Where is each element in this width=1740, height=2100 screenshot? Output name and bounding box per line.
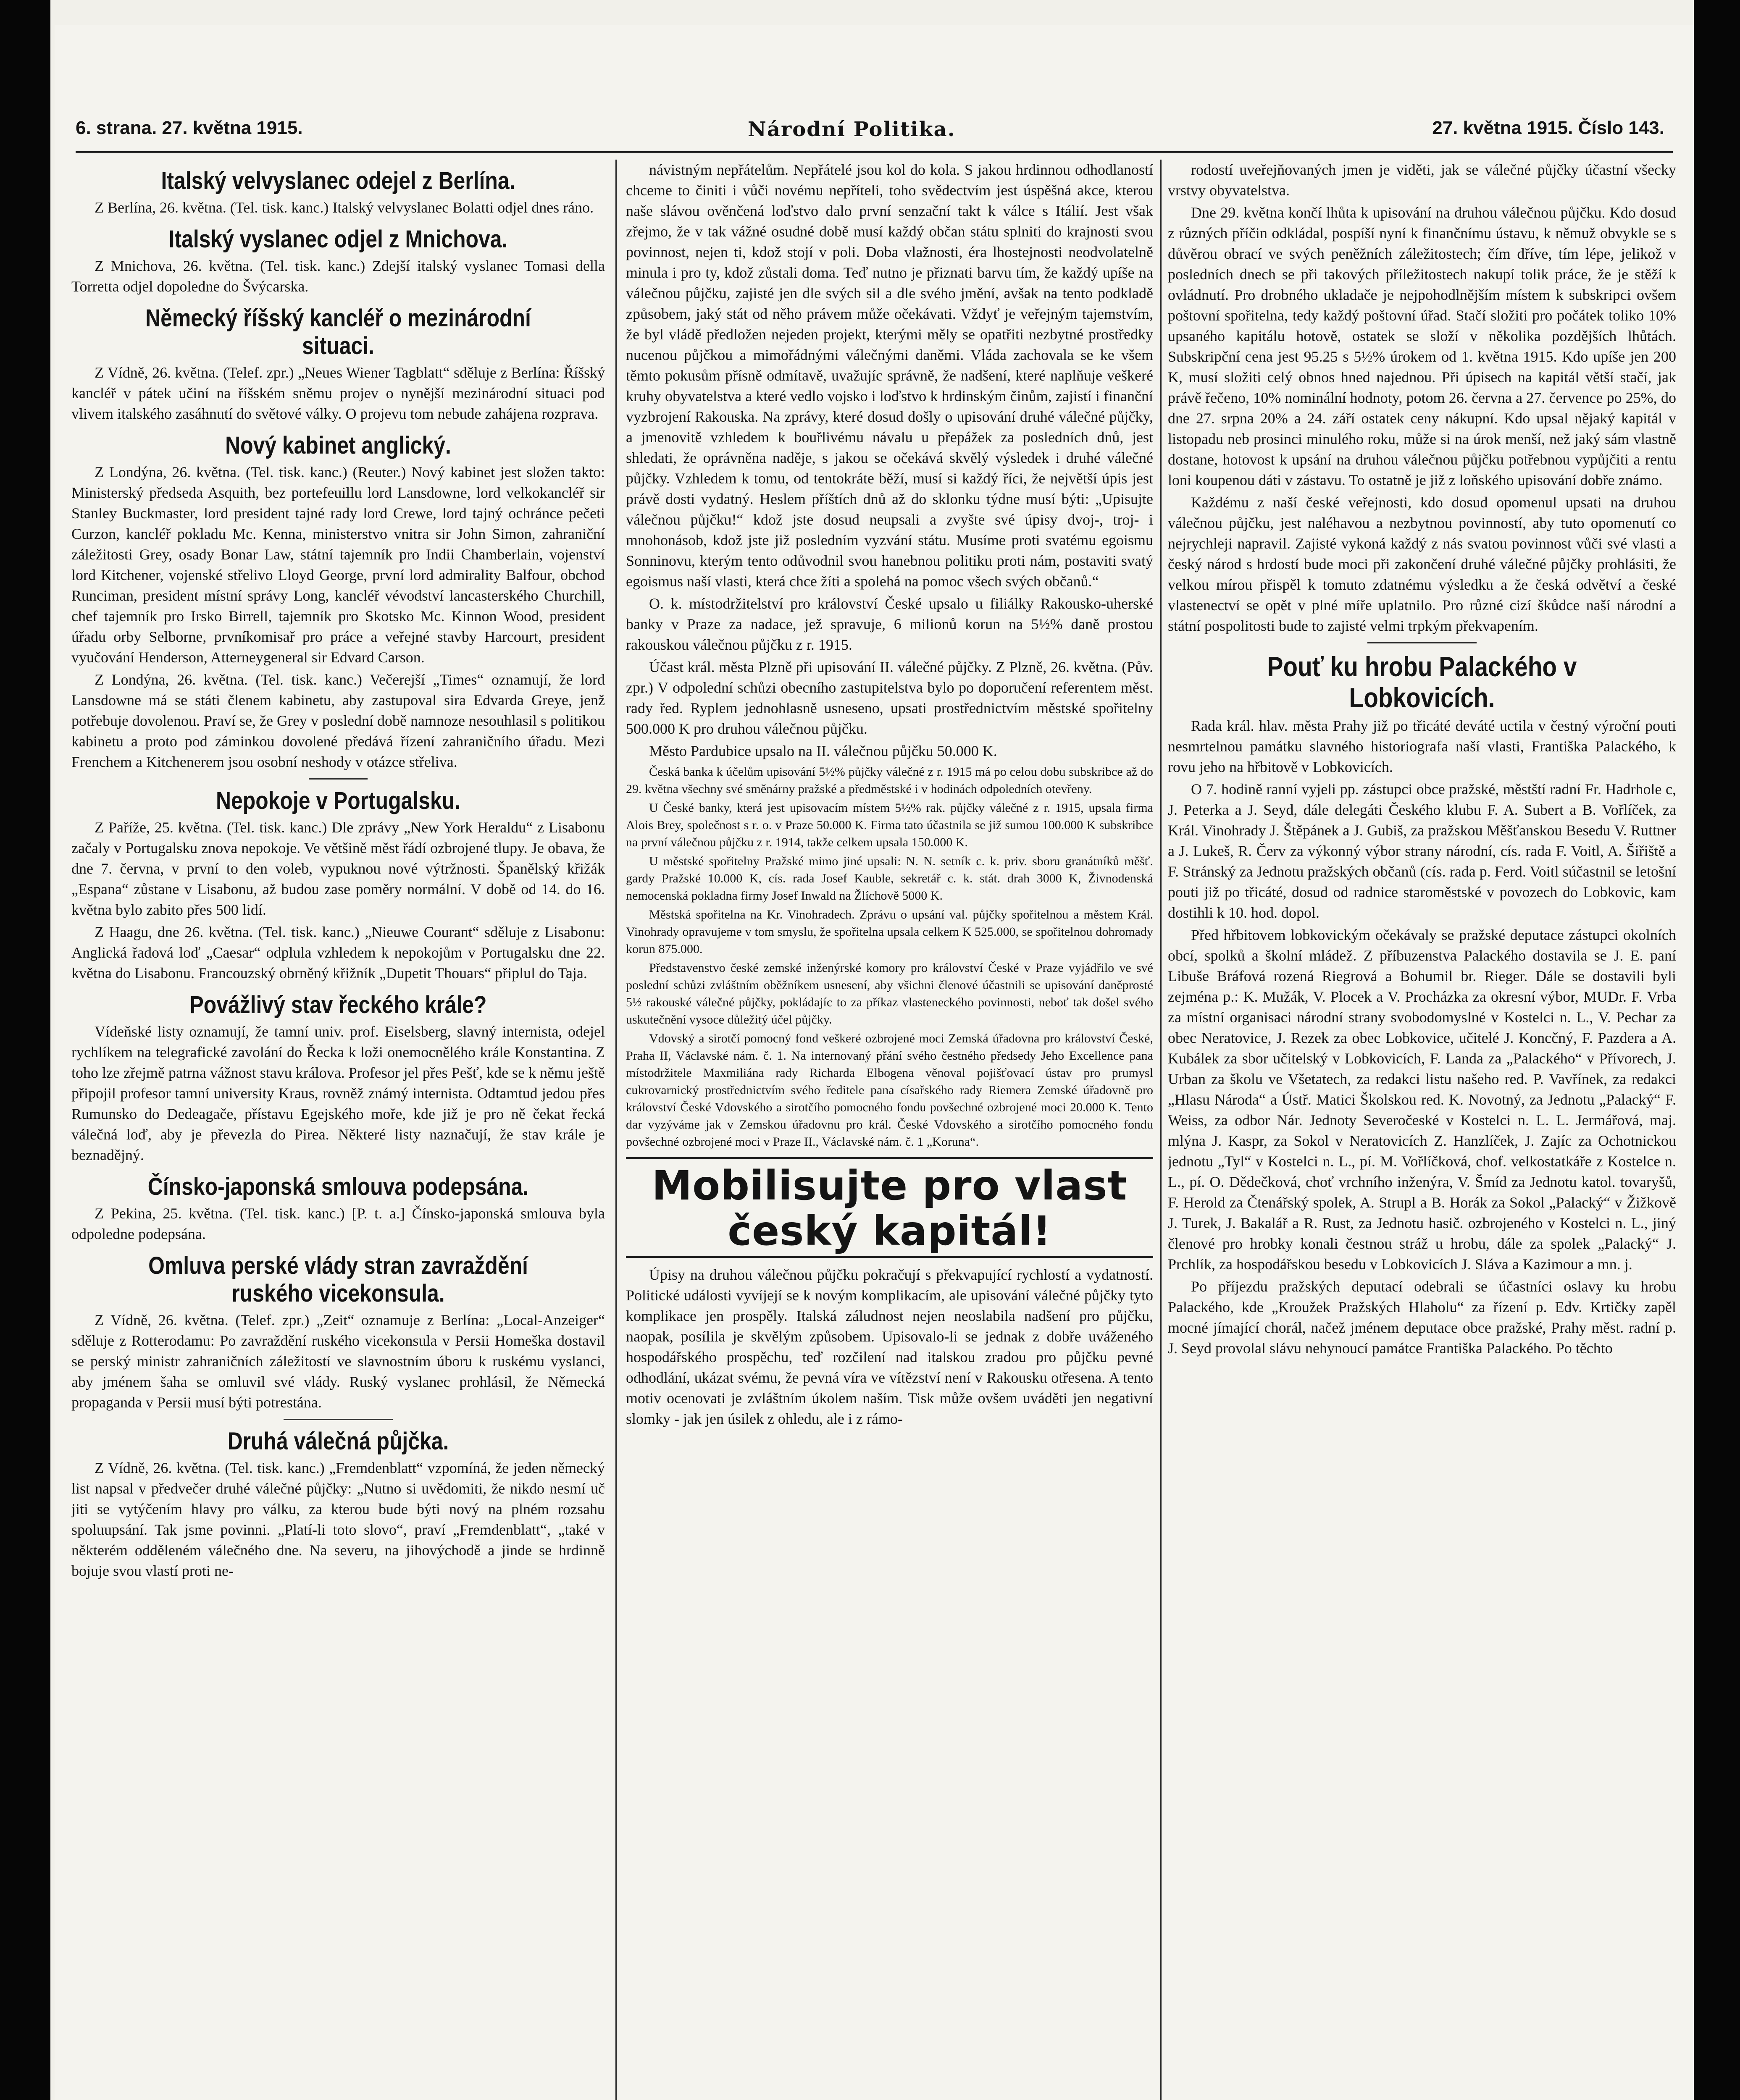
article-paragraph: Město Pardubice upsalo na II. válečnou půjčku 50.000 K.	[649, 743, 997, 759]
column-2	[626, 160, 1153, 2100]
article-paragraph: Z Vídně, 26. května. (Tel. tisk. kanc.) „Fremdenblatt“ vzpomíná, že jeden německý list napsal v předvečer druhé válečné půjčky: „Nutno si uvědomiti, že nikdo nesmí uč jiti se vytýčením hlavy pro válku, za kterou bude býti nový na plném rozsahu spoluupsání. Tak jsme povinni. „Platí-li toto slovo“, praví „Fremdenblatt“, „také v některém odděleném válečného dne. Na severu, na jihovýchodě a jinde se hrdinně bojuje svou vlastí proti ne-	[71, 1460, 605, 1579]
separator	[309, 778, 368, 780]
page-header	[76, 118, 1664, 147]
article-paragraph: Z Haagu, dne 26. května. (Tel. tisk. kanc.) „Nieuwe Courant“ sděluje z Lisabonu: Anglická řadová loď „Caesar“ odplula vzhledem k nepokojům v Portugalsku dne 22. května do Lisabonu. Francouzský obrněný křižník „Dupetit Thouars“ připlul do Taja.	[71, 924, 605, 982]
article-paragraph: Rada král. hlav. města Prahy již po třicáté deváté uctila v čestný výroční pouti nesmrtelnou památku slavného historiografa naší vlasti, Františka Palackého, k rovu jeho na hřbitově v Lobkovicích.	[1168, 717, 1676, 775]
article-paragraph: O 7. hodině ranní vyjeli pp. zástupci obce pražské, městští radní Fr. Hadrhole c, J. Peterka a J. Seyd, dále delegáti Českého klubu F. A. Subert a B. Vořlíček, za Král. Vinohrady J. Štěpánek a J. Gubiš, za pražskou Měšťanskou Besedu V. Ruttner a J. Lukeš, R. Červ za výkonný výbor strany národní, cís. rada F. Voitl, A. Šiřiště a F. Stránský za Jednotu pražských občanů (cís. rada p. Ferd. Voitl súčastnil se letošní pouti již po třicáté, dosud od radnice staroměstské v povozech do Lobkovic, kam dostihli k 10. hod. dopol.	[1168, 781, 1676, 921]
article-paragraph: Vdovský a sirotčí pomocný fond veškeré ozbrojené moci Zemská úřadovna pro království České, Praha II, Václavské nám. č. 1. Na internovaný přání svého čestného předsedy Jeho Excellence pana místodržitele Maxmiliána rady Richarda Elbogena věnoval pojišťovací ústav pro prumysl cukrovarnický prostřednictvím svého ředitele pana císařského rady Riemera Zemské úřadovně pro království České Vdovského a sirotčího pomocného fondu povšechné ozbrojené moci 20.000 K. Tento dar vyzýváme jak v Zemskou úřadovnu pro král. České Vdovského a sirotčího pomocného fondu povšechné ozbrojené moci v Praze II., Václavské nám. č. 1 „Koruna“.	[626, 1032, 1153, 1149]
article-paragraph: Z Mnichova, 26. května. (Tel. tisk. kanc.) Zdejší italský vyslanec Tomasi della Torretta odjel dopoledne do Švýcarska.	[71, 257, 605, 295]
article-paragraph: Každému z naší české veřejnosti, kdo dosud opomenul upsati na druhou válečnou půjčku, jest naléhavou a nezbytnou povinností, aby tuto opomenutí co nejrychleji napravil. Zajisté vykoná každý z nás svatou povinnost vůči své vlasti a český národ s hrdostí bude moci při zakončení druhé válečné půjčky prohlásiti, že velkou mírou přispěl k tomuto zdatnému výsledku a že česká odvětví a české vlastenectví se opět v plné míře uplatnilo. Pro různé cizí škůdce naší národní a státní pospolitosti bude to zajisté velmi trpkým překvapením.	[1168, 494, 1676, 634]
column-rule-1	[615, 160, 617, 2100]
article-paragraph: Z Paříže, 25. května. (Tel. tisk. kanc.) Dle zprávy „New York Heraldu“ z Lisabonu začaly v Portugalsku znova nepokoje. Ve většině měst řádí ozbrojené tlupy. Je obava, že dne 7. června, v první to den voleb, vypuknou nové výtržnosti. Španělský křižák „Espana“ zůstane v Lisabonu, až budou zase poměry normální. V době od 14. do 16. května bylo zabito přes 500 lidí.	[71, 819, 605, 918]
article-paragraph: Po příjezdu pražských deputací odebrali se účastníci oslavy ku hrobu Palackého, kde „Kroužek Pražských Hlaholu“ za řízení p. Edv. Krtičky zapěl mocné jímající chorál, načež jménem deputace obce pražské, Prahy měst. radní p. J. Seyd provolal slávu nehynoucí památce Františka Palackého. Po těchto	[1168, 1278, 1676, 1357]
article-paragraph: Účast král. města Plzně při upisování II. válečné půjčky. Z Plzně, 26. května. (Pův. zpr.) V odpolední schůzi obecního zastupitelstva bylo po doporučení referentem měst. rady řed. Ryplem jednohlasně usneseno, upsati prostřednictvím městské spořitelny 500.000 K pro druhou válečnou půjčku.	[626, 659, 1153, 737]
separator	[1367, 642, 1477, 643]
article-paragraph: Z Londýna, 26. května. (Tel. tisk. kanc.) Večerejší „Times“ oznamují, že lord Lansdowne má se státi členem kabinetu, aby zastupoval sira Edvarda Greye, jenž potřebuje dovolenou. Praví se, že Grey v poslední době namnoze nesouhlasil s politikou kabinetu a proto pod záminkou dovolené předává řízení zahraničního úřadu. Mezi Frenchem a Kitchenerem jsou osobní neshody v otázce střeliva.	[71, 671, 605, 770]
article-heading: Druhá válečná půjčka.	[227, 1428, 449, 1455]
column-rule-2	[1160, 160, 1162, 2100]
separator	[284, 1419, 393, 1420]
article-heading: Italský velvyslanec odejel z Berlína.	[161, 167, 515, 194]
article-paragraph: Z Londýna, 26. května. (Tel. tisk. kanc.) (Reuter.) Nový kabinet jest složen takto: Ministerský předseda Asquith, bez portefeuillu lord Lansdowne, lord velkokancléř sir Stanley Buckmaster, lord president tajné rady lord Crewe, lord tajný ochránce pečeti Curzon, kancléř pokladu Mc. Kenna, ministerstvo vnitra sir John Simon, zahraniční záležitosti Grey, osady Bonar Law, státní tajemník pro Indii Chamberlain, vojenství lord Kitchener, vojenské střelivo Lloyd George, první lord admirality Balfour, obchod Runciman, president místní správy Long, kancléř vévodství lancasterského Churchill, chef tajemník pro Irsko Birrell, tajemník pro Skotsko Mc. Kinnon Wood, president úřadu orby Selborne, prvníkomisař pro práce a veřejné stavby Harcourt, president vyučování Henderson, Atterneygeneral sir Edvard Carson.	[71, 464, 605, 666]
article-paragraph: Česká banka k účelům upisování 5½% půjčky válečné z r. 1915 má po celou dobu subskribce až do 29. května všechny své směnárny pražské a předměstské i v hodinách odpoledních otevřeny.	[626, 765, 1153, 796]
article-heading: Omluva perské vlády stran zavraždění ruského vicekonsula.	[148, 1252, 528, 1307]
article-paragraph: Před hřbitovem lobkovickým očekávaly se pražské deputace zástupci okolních obcí, spolků a školní mládež. Z příbuzenstva Palackého dostavila se J. E. paní Libuše Bráfová rozená Riegrová a Bohumil br. Rieger. Dále se dostavili byli zejména p.: K. Mužák, V. Plocek a V. Procházka za okresní výbor, MUDr. F. Vrba za místní organisaci národní strany svobodomyslné v Kostelci n. L., V. Pechar za obec Neratovice, J. Rezek za obec Lobkovice, učitelé J. Koncčný, F. Pazdera a A. Kubálek za sbor učitelský v Lobkovicích, F. Landa za „Palackého“ v Přívorech, J. Urban za školu ve Všetatech, za redakci listu našeho red. P. Vavřínek, za redakci „Hlasu Národa“ a Ústř. Matici Školskou red. K. Novotný, za Jednotu „Palacký“ F. Weiss, za odbor Nár. Jednoty Severočeské v Kostelci n. L. L. Jermářová, maj. mlýna J. Kaspr, za Sokol v Neratovicích Z. Hanzlíček, J. Zajíc za Ochotnickou jednotu „Tyl“ v Kostelci n. L., pí. M. Vořlíčková, chof. velkostatkáře z Kostelce n. L., pí. O. Dědečková, choť vrchního inženýra, V. Šmíd za Jednotu katol. tovaryšů, F. Herold za Čtenářský spolek, A. Strupl a B. Horák za Sokol „Palacký“ v Žižkově J. Turek, J. Bakalář a R. Rust, za Jednotu hasič. ozbrojeného v Kostelci n. L., jiný členové pro hrobky konali čestnou stráž u hrobu, dále za spolek „Palacký“ J. Prchlík, za hospodářskou besedu v Lobkovicích J. Sláva a Kazimour a mn. j.	[1168, 927, 1676, 1273]
article-paragraph: Představenstvo české zemské inženýrské komory pro království České v Praze vyjádřilo ve své poslední schůzi zvláštním oběžníkem usnesení, aby všichni členové účastnili se upisování daněprosté 5½ rakouské válečné půjčky, pokládajíc to za příkaz vlasteneckého povinnosti, neboť tak došel svého uskutečnění vysoce důležitý účel půjčky.	[626, 961, 1153, 1026]
article-paragraph: Z Vídně, 26. května. (Telef. zpr.) „Zeit“ oznamuje z Berlína: „Local-Anzeiger“ sděluje z Rotterodamu: Po zavraždění ruského vicekonsula v Persii Homeška dostavil se perský ministr zahraničních záležitostí ve slavnostním úboru k ruskému vyslanci, aby jménem šaha se omluvil své vlády. Ruský vyslanec prohlásil, že Německá propaganda v Persii musí býti potrestána.	[71, 1312, 605, 1411]
header-date-left: 6. strana. 27. května 1915.	[76, 118, 303, 138]
header-rule	[76, 151, 1673, 153]
article-heading: Německý říšský kancléř o mezinárodní situaci.	[145, 304, 531, 360]
article-paragraph: návistným nepřátelům. Nepřátelé jsou kol do kola. S jakou hrdinnou odhodlaností chceme to činiti i vůči novému nepříteli, toho svědectvím jest úspěšná akce, kterou naše slávou ověnčená loďstvo dalo první senzační takt k válce s Itálií. Jest však zřejmo, že v tak vážné osudné době musí každý občan státu splniti do krajnosti svou povinnost, nejen ti, kdož stojí v poli. Doba vlažnosti, éra lhostejnosti neodvolatelně minula i pro ty, kdož zůstali doma. Teď nutno je přiznati barvu tím, že každý upíše na válečnou půjčku, zajisté jen dle svých sil a dle svého jmění, avšak na tento podkladě způsobem, jaký stát od něho právem může očekávati. Vždyť je veřejným tajemstvím, že byl vládě předložen nejeden projekt, kterými měly se opatřiti nezbytné prostředky nucenou půjčkou a mimořádnými válečnými daněmi. Vláda zachovala se ke všem těmto pokusům přísně odmítavě, uvažujíc správně, že nadšení, které naplňuje veškeré kruhy obyvatelstva a které vedlo vojsko i loďstvo k hrdinským činům, zajistí i finanční vyzbrojení Rakouska. Na zprávy, které dosud došly o upisování druhé válečné půjčky, a jmenovitě vzhledem k bouřlivému návalu u přepážek za posledních dnů, jest shledati, že oprávněna naděje, s jakou se očekává skvělý výsledek i druhé válečné půjčky. Vzhledem k tomu, od tentokráte běží, musí si každý říci, že největší úpis jest právě dosti vydatný. Heslem příštích dnů až do sklonku týdne musí býti: „Upisujte válečnou půjčku!“ kdož jste dosud neupsali a zvyšte své úpisy dvoj-, troj- i mnohonásob, kdož jste již posledním vyzvání státu. Musíme proti svatému egoismu Sonninovu, kterým tento odůvodnil svou hanebnou politiku proti nám, postaviti svatý egoismus naší vlasti, která chce žíti a spolehá na pomoc všech svých občanů.“	[626, 161, 1153, 590]
article-heading: Povážlivý stav řeckého krále?	[189, 991, 487, 1018]
masthead-title: Národní Politika.	[748, 118, 956, 141]
article-paragraph: Vídeňské listy oznamují, že tamní univ. prof. Eiselsberg, slavný internista, odejel rychlíkem na telegrafické zavolání do Řecka k loži onemocnělého krále Konstantina. Z toho lze zřejmě patrna vážnost stavu králova. Profesor jel přes Pešť, kde se k němu ještě připojil profesor tamní university Kraus, rovněž známý internista. Odtamtud jedou přes Rumunsko do Dedeagače, přístavu Egejského moře, kde již je pro ně čekat řecká válečná loď, aby je převezla do Pirea. Některé listy naznačují, že stav krále je beznadějný.	[71, 1023, 605, 1163]
article-paragraph: Z Vídně, 26. května. (Telef. zpr.) „Neues Wiener Tagblatt“ sděluje z Berlína: Říšský kancléř v pátek učiní na říšském sněmu projev o nynější mezinárodní situaci pod vlivem italského zasáhnutí do světové války. O projevu tom nebude zahájena rozprava.	[71, 364, 605, 422]
article-paragraph: Z Pekina, 25. května. (Tel. tisk. kanc.) [P. t. a.] Čínsko-japonská smlouva byla odpoledne podepsána.	[71, 1205, 605, 1242]
article-paragraph: Z Berlína, 26. května. (Tel. tisk. kanc.) Italský velvyslanec Bolatti odjel dnes ráno.	[95, 199, 594, 216]
advertisement-banner: Mobilisujte pro vlast český kapitál!	[626, 1157, 1153, 1258]
article-paragraph: Úpisy na druhou válečnou půjčku pokračují s překvapující rychlostí a vydatností. Politické události vyvíjejí se k novým komplikacím, ale upisování válečné půjčky tyto komplikace jen prospěly. Italská záludnost nejen neoslabila nadšení pro půjčku, naopak, posílila je skvělým způsobem. Upisovalo-li se jednak z dobře uváženého hospodářského prospěchu, teď rozčilení nad italskou zradou pro půjčku pevné odhodlání, ukázat svému, že pevná víra ve vítězství není v Rakousku otřesena. A tento motiv ocenovati je zvláštním úkolem naším. Tisk může ovšem uváděti jen negativní slomky - jak jen úsilek z ohledu, ale i z rámo-	[626, 1266, 1153, 1427]
article-paragraph: Městská spořitelna na Kr. Vinohradech. Zprávu o upsání val. půjčky spořitelnou a městem Král. Vinohrady opravujeme v tom smyslu, že spořitelna upsala celkem K 525.000, se spořitelnou dohromady korun 875.000.	[626, 908, 1153, 956]
article-heading: Italský vyslanec odjel z Mnichova.	[168, 226, 508, 253]
article-paragraph: O. k. místodržitelství pro království České upsalo u filiálky Rakousko-uherské banky v Praze za nadace, jež spravuje, 6 milionů korun na 5½% daně prostou rakouskou válečnou půjčku z r. 1915.	[626, 595, 1153, 653]
column-3	[1168, 160, 1676, 2100]
article-paragraph: rodostí uveřejňovaných jmen je viděti, jak se válečné půjčky účastní všecky vrstvy obyvatelstva.	[1168, 161, 1676, 199]
column-1	[71, 160, 605, 2100]
scan-border-right	[1694, 0, 1740, 2100]
scan-border-left	[0, 0, 50, 2100]
header-date-right: 27. května 1915. Číslo 143.	[1432, 118, 1664, 138]
article-paragraph: Dne 29. května končí lhůta k upisování na druhou válečnou půjčku. Kdo dosud z různých příčin odkládal, pospíší nyní k finančnímu ústavu, k němuž obvykle se s důvěrou obrací ve svých peněžních záležitostech; čím dříve, tím lépe, jelikož v posledních dnech se při takových příležitostech nakupí tolik práce, že je stěží k ovládnutí. Pro drobného ukladače je nejpohodlnějším místem k subskripci ovšem poštovní spořitelna, tedy každý poštovní úřad. Stačí složiti pro počátek toliko 10% upsaného kapitálu hotově, ostatek se složí v několika pozdějších lhůtách. Subskripční cena jest 95.25 s 5½% úrokem od 1. května 1915. Kdo upíše jen 200 K, musí složiti celý obnos hned najednou. Při úpisech na kapitál větší stačí, jak právě řečeno, 10% nominální hodnoty, potom 26. června a 27. července po 25%, do dne 27. srpna 20% a 24. září ostatek ceny nákupní. Kdo upsal nějaký kapitál v listopadu neb prosinci minulého roku, může si na úrok menší, než jaký sám vlastně dostane, hotovost k upsání na druhou válečnou půjčku potřebnou vypůjčiti a rentu loni koupenou dáti v zástavu. To ostatně je již z loňského upisování dobře známo.	[1168, 204, 1676, 488]
article-heading: Pouť ku hrobu Palackého v Lobkovicích.	[1267, 651, 1577, 713]
article-paragraph: U městské spořitelny Pražské mimo jiné upsali: N. N. setník c. k. priv. sboru granátníků měšť. gardy Pražské 10.000 K, cís. rada Josef Kauble, sekretář c. k. stát. drah 3000 K, Živnodenská nemocenská pokladna firmy Josef Inwald na Žlíchově 5000 K.	[626, 854, 1153, 903]
article-paragraph: U České banky, která jest upisovacím místem 5½% rak. půjčky válečné z r. 1915, upsala firma Alois Brey, společnost s r. o. v Praze 50.000 K. Firma tato účastnila se již sumou 100.000 K subskribce na první válečnou půjčku z r. 1914, takže celkem upsala 150.000 K.	[626, 801, 1153, 849]
article-heading: Nepokoje v Portugalsku.	[216, 787, 461, 814]
article-heading: Čínsko-japonská smlouva podepsána.	[147, 1173, 529, 1200]
article-heading: Nový kabinet anglický.	[225, 432, 451, 459]
